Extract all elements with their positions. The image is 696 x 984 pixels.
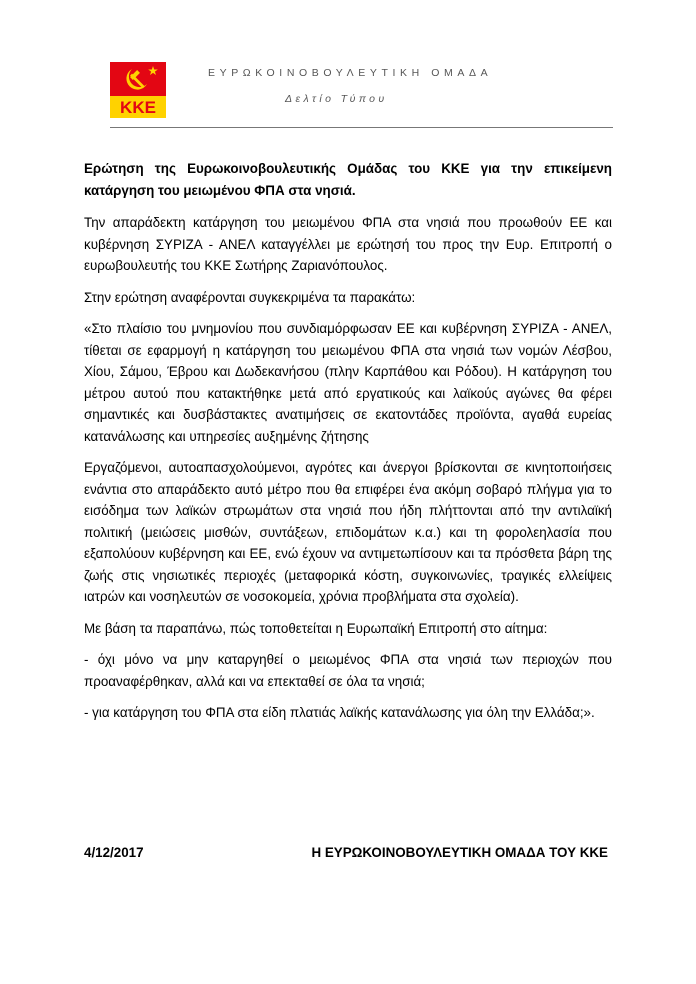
organization-name: ΕΥΡΩΚΟΙΝΟΒΟΥΛΕΥΤΙΚΗ ΟΜΑΔΑ (208, 67, 493, 79)
document-body (84, 158, 612, 734)
document-date: 4/12/2017 (84, 845, 144, 860)
paragraph-question-lead: Στην ερώτηση αναφέρονται συγκεκριμένα τα παρακάτω: (84, 289, 416, 305)
paragraph-protests: Εργαζόμενοι, αυτοαπασχολούμενοι, αγρότες και άνεργοι βρίσκονται σε κινητοποιήσεις ενάντια στο απαράδεκτο αυτό μέτρο που θα επιφέρει ένα ακόμη σοβαρό πλήγμα για το εισόδημα των λαϊκών στρωμάτων στα νησιά που ήδη πλήττονται από την αντιλαϊκή πολιτική (μειώσεις μισθών, συντάξεων, επιδομάτων κ.α.) και τη φορολεηλασία που εξαπολύουν κυβέρνηση και ΕΕ, ενώ έχουν να αντιμετωπίσουν και τα πρόσθετα βάρη της ζωής στις νησιωτικές περιοχές (μεταφορικά κόστη, συγκοινωνίες, τραγικές ελλείψεις ιατρών και νοσηλευτών σε νοσοκομεία, χρόνια προβλήματα στα σχολεία). (84, 460, 612, 604)
press-release-label: Δελτίο Τύπου (285, 93, 388, 105)
logo-text: ΚΚΕ (120, 98, 156, 117)
document-header (110, 60, 613, 130)
document-title: Ερώτηση της Ευρωκοινοβουλευτικής Ομάδας του ΚΚΕ για την επικείμενη κατάργηση του μειωμένου ΦΠΑ στα νησιά. (84, 161, 612, 198)
kke-logo (110, 62, 166, 118)
paragraph-question: Με βάση τα παραπάνω, πώς τοποθετείται η Ευρωπαϊκή Επιτροπή στο αίτημα: (84, 620, 548, 636)
paragraph-intro: Την απαράδεκτη κατάργηση του μειωμένου ΦΠΑ στα νησιά που προωθούν ΕΕ και κυβέρνηση ΣΥΡΙΖΑ - ΑΝΕΛ καταγγέλλει με ερώτησή του προς την Ευρ. Επιτροπή ο ευρωβουλευτής του ΚΚΕ Σωτήρης Ζαριανόπουλος. (84, 215, 612, 273)
hammer-and-sickle-icon (110, 62, 166, 118)
paragraph-demand-1: - όχι μόνο να μην καταργηθεί ο μειωμένος ΦΠΑ στα νησιά των περιοχών που προαναφέρθηκαν, αλλά και να επεκταθεί σε όλα τα νησιά; (84, 652, 612, 689)
paragraph-quote-start: «Στο πλαίσιο του μνημονίου που συνδιαμόρφωσαν ΕΕ και κυβέρνηση ΣΥΡΙΖΑ - ΑΝΕΛ, τίθεται σε εφαρμογή η κατάργηση του μειωμένου ΦΠΑ στα νησιά των νομών Λέσβου, Χίου, Σάμου, Έβρου και Δωδεκανήσου (πλην Καρπάθου και Ρόδου). Η κατάργηση του μέτρου αυτού που κατακτήθηκε μετά από εργατικούς και λαϊκούς αγώνες θα φέρει σημαντικές και δυσβάστακτες ανατιμήσεις σε εκατοντάδες προϊόντα, αγαθά ευρείας κατανάλωσης και υπηρεσίες αυξημένης ζήτησης (84, 321, 612, 444)
document-signature: Η ΕΥΡΩΚΟΙΝΟΒΟΥΛΕΥΤΙΚΗ ΟΜΑΔΑ ΤΟΥ ΚΚΕ (311, 845, 608, 860)
header-divider (110, 127, 613, 128)
paragraph-demand-2: - για κατάργηση του ΦΠΑ στα είδη πλατιάς λαϊκής κατανάλωσης για όλη την Ελλάδα;». (84, 705, 595, 720)
